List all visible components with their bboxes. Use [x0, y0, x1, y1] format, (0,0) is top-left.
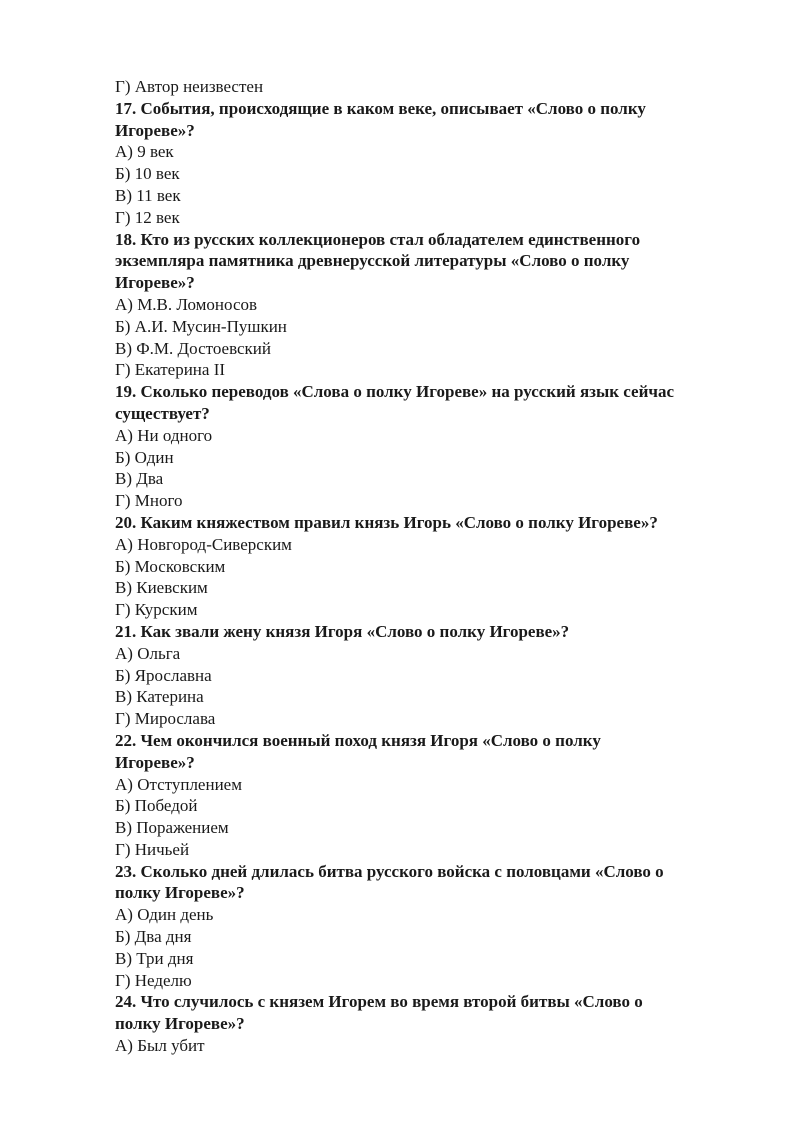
answer-option: В) Три дня: [115, 948, 194, 968]
answer-option: В) Ф.М. Достоевский: [115, 338, 271, 358]
answer-option: А) Отступлением: [115, 774, 242, 794]
answer-option: В) Киевским: [115, 578, 208, 598]
answer-option: Б) Московским: [115, 556, 226, 576]
question-text: 22. Чем окончился военный поход князя Игоря «Слово о полку: [115, 730, 601, 750]
document-page: [115, 76, 755, 1057]
question-list: [115, 98, 755, 1057]
answer-option: Б) Ярославна: [115, 665, 212, 685]
question-text: 24. Что случилось с князем Игорем во время второй битвы «Слово о: [115, 992, 643, 1012]
question-block: [115, 621, 755, 730]
question-text: 19. Сколько переводов «Слова о полку Игореве» на русский язык сейчас: [115, 382, 675, 402]
answer-option: Б) 10 век: [115, 164, 180, 184]
question-text: 21. Как звали жену князя Игоря «Слово о полку Игореве»?: [115, 621, 570, 641]
question-block: [115, 381, 755, 512]
question-text: 23. Сколько дней длилась битва русского войска с половцами «Слово о: [115, 861, 664, 881]
answer-option: А) Был убит: [115, 1036, 205, 1056]
answer-option: Г) Екатерина II: [115, 360, 226, 380]
answer-option: Г) Автор неизвестен: [115, 77, 264, 96]
answer-option: Б) Два дня: [115, 927, 192, 947]
answer-option: Г) Мирослава: [115, 709, 216, 729]
answer-option: В) Катерина: [115, 687, 204, 707]
question-text: полку Игореве»?: [115, 883, 245, 903]
question-text: Игореве»?: [115, 273, 195, 293]
answer-option: А) Новгород-Сиверским: [115, 534, 292, 554]
answer-option: Г) Ничьей: [115, 839, 190, 859]
question-text: существует?: [115, 403, 210, 423]
answer-option: А) Ни одного: [115, 425, 213, 445]
question-text: Игореве»?: [115, 120, 195, 140]
question-block: [115, 512, 755, 621]
answer-option: Г) Много: [115, 491, 183, 511]
question-text: 17. События, происходящие в каком веке, описывает «Слово о полку: [115, 98, 646, 118]
answer-option: Г) Курским: [115, 600, 198, 620]
question-text: 20. Каким княжеством правил князь Игорь «Слово о полку Игореве»?: [115, 512, 658, 532]
question-block: [115, 861, 755, 992]
answer-option: Б) Один: [115, 447, 174, 467]
answer-option: В) Поражением: [115, 818, 229, 838]
question-text: 18. Кто из русских коллекционеров стал обладателем единственного: [115, 229, 641, 249]
answer-option: Б) А.И. Мусин-Пушкин: [115, 316, 287, 336]
question-text: полку Игореве»?: [115, 1014, 245, 1034]
answer-option: А) М.В. Ломоносов: [115, 294, 258, 314]
answer-option: Г) Неделю: [115, 970, 192, 990]
question-block: [115, 229, 755, 382]
answer-option: А) 9 век: [115, 142, 174, 162]
answer-option: В) 11 век: [115, 185, 181, 205]
answer-option: А) Ольга: [115, 643, 181, 663]
question-text: экземпляра памятника древнерусской литературы «Слово о полку: [115, 251, 630, 271]
question-block: [115, 991, 755, 1056]
question-block: [115, 730, 755, 861]
answer-option: Г) 12 век: [115, 207, 180, 227]
question-text: Игореве»?: [115, 752, 195, 772]
question-block: [115, 98, 755, 229]
answer-option: Б) Победой: [115, 796, 198, 816]
answer-option: А) Один день: [115, 905, 214, 925]
answer-option: В) Два: [115, 469, 164, 489]
